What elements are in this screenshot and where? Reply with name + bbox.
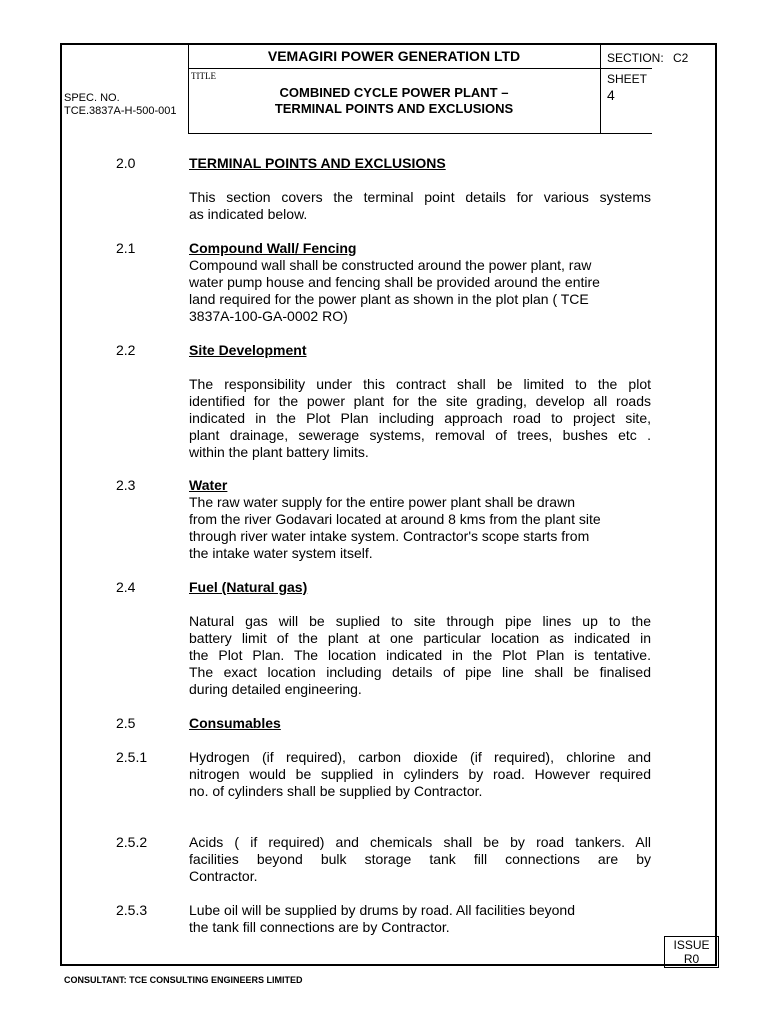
section-number: 2.3 xyxy=(116,477,136,493)
section-paragraph xyxy=(189,749,651,800)
spec-number: TCE.3837A-H-500-001 xyxy=(64,105,177,117)
paragraph-line: The exact location including details of pipe line shall be finalised xyxy=(189,664,651,680)
paragraph-line: no. of cylinders shall be supplied by Contractor. xyxy=(189,783,483,799)
paragraph-line: nitrogen would be supplied in cylinders by road. However required xyxy=(189,766,651,782)
paragraph-line: water pump house and fencing shall be provided around the entire xyxy=(189,274,600,290)
paragraph-line: Lube oil will be supplied by drums by road. All facilities beyond xyxy=(189,902,575,918)
header-divider-bottom xyxy=(188,133,652,134)
doc-title-line2: TERMINAL POINTS AND EXCLUSIONS xyxy=(274,101,514,116)
doc-title-line1: COMBINED CYCLE POWER PLANT – xyxy=(279,85,509,100)
sheet-label: SHEET xyxy=(607,72,648,86)
section-paragraph xyxy=(189,494,651,562)
paragraph-line: the Plot Plan. The location indicated in the Plot Plan is tentative. xyxy=(189,647,651,663)
section-paragraph xyxy=(189,902,651,936)
paragraph-line: through river water intake system. Contractor's scope starts from xyxy=(189,528,590,544)
company-name: VEMAGIRI POWER GENERATION LTD xyxy=(267,48,521,64)
paragraph-line: Contractor. xyxy=(189,868,258,884)
section-paragraph xyxy=(189,189,651,223)
section-number: 2.2 xyxy=(116,342,136,358)
section-heading: Water xyxy=(189,477,228,493)
paragraph-line: Natural gas will be suplied to site through pipe lines up to the xyxy=(189,613,651,629)
section-heading: Fuel (Natural gas) xyxy=(189,579,308,595)
section-number: 2.5.1 xyxy=(116,749,148,765)
spec-label: SPEC. NO. xyxy=(64,92,120,104)
paragraph-line: during detailed engineering. xyxy=(189,681,362,697)
paragraph-line: within the plant battery limits. xyxy=(189,444,369,460)
sheet-number: 4 xyxy=(607,87,615,103)
section-heading: TERMINAL POINTS AND EXCLUSIONS xyxy=(189,155,446,171)
section-number: 2.4 xyxy=(116,579,136,595)
title-label: TITLE xyxy=(191,71,216,81)
section-heading: Site Development xyxy=(189,342,307,358)
paragraph-line: plant drainage, sewerage systems, removal of trees, bushes etc . xyxy=(189,427,651,443)
paragraph-line: as indicated below. xyxy=(189,206,308,222)
section-number: 2.1 xyxy=(116,240,136,256)
section-number: 2.0 xyxy=(116,155,136,171)
paragraph-line: The responsibility under this contract shall be limited to the plot xyxy=(189,376,651,392)
section-heading: Consumables xyxy=(189,715,281,731)
paragraph-line: facilities beyond bulk storage tank fill connections are by xyxy=(189,851,651,867)
section-paragraph xyxy=(189,376,651,461)
paragraph-line: Hydrogen (if required), carbon dioxide (if required), chlorine and xyxy=(189,749,651,765)
header-divider-mid xyxy=(188,68,652,69)
paragraph-line: This section covers the terminal point details for various systems xyxy=(189,189,651,205)
section-paragraph xyxy=(189,613,651,698)
paragraph-line: battery limit of the plant at one particular location as indicated in xyxy=(189,630,651,646)
issue-box xyxy=(664,936,719,968)
paragraph-line: from the river Godavari located at around 8 kms from the plant site xyxy=(189,511,601,527)
section-number: 2.5 xyxy=(116,715,136,731)
section-paragraph xyxy=(189,834,651,885)
section-label: SECTION: xyxy=(607,51,664,65)
header-divider-right xyxy=(600,44,601,134)
issue-label: ISSUE xyxy=(673,938,710,952)
section-paragraph xyxy=(189,257,651,325)
paragraph-line: the tank fill connections are by Contractor. xyxy=(189,919,450,935)
paragraph-line: the intake water system itself. xyxy=(189,545,373,561)
paragraph-line: indicated in the Plot Plan including approach road to project site, xyxy=(189,410,651,426)
section-heading: Compound Wall/ Fencing xyxy=(189,240,357,256)
section-value: C2 xyxy=(673,51,689,65)
section-number: 2.5.3 xyxy=(116,902,148,918)
section-number: 2.5.2 xyxy=(116,834,148,850)
paragraph-line: Acids ( if required) and chemicals shall be by road tankers. All xyxy=(189,834,651,850)
paragraph-line: Compound wall shall be constructed around the power plant, raw xyxy=(189,257,592,273)
paragraph-line: The raw water supply for the entire power plant shall be drawn xyxy=(189,494,575,510)
paragraph-line: land required for the power plant as shown in the plot plan ( TCE xyxy=(189,291,589,307)
paragraph-line: 3837A-100-GA-0002 RO) xyxy=(189,308,348,324)
consultant-footer: CONSULTANT: TCE CONSULTING ENGINEERS LIMITED xyxy=(64,975,303,985)
issue-revision: R0 xyxy=(683,952,700,966)
paragraph-line: identified for the power plant for the site grading, develop all roads xyxy=(189,393,651,409)
